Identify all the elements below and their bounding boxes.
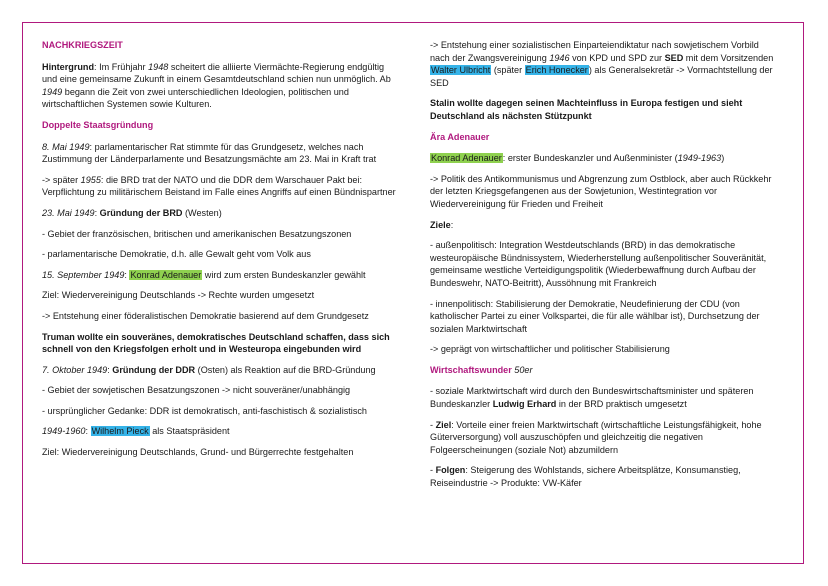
section-title-nachkriegszeit: NACHKRIEGSZEIT: [42, 40, 123, 50]
paragraph-wilhelm-pieck: [42, 425, 400, 438]
bullet-soziale-marktwirtschaft: [430, 385, 775, 410]
date: 15. September 1949: [42, 269, 125, 280]
paragraph-ziel-brd: Ziel: Wiedervereinigung Deutschlands -> Rechte wurden umgesetzt: [42, 290, 315, 301]
text: von KPD und SPD zur: [569, 52, 665, 63]
paragraph-truman: Truman wollte ein souveränes, demokratisches Deutschland schaffen, dass sich schnell von den Kriegsfolgen erholt und in Westeuropa eingebunden wird: [42, 331, 390, 355]
paragraph-adenauer-gewaehlt: [42, 269, 400, 282]
text: ): [721, 153, 725, 164]
bullet-ziel: [430, 419, 775, 457]
right-column: [430, 39, 775, 498]
text: : Steigerung des Wohlstands, sichere Arbeitsplätze, Konsumanstieg, Reiseindustrie -> Produkte: VW-Käfer: [430, 465, 741, 489]
paragraph-hintergrund: [42, 61, 400, 111]
bold-text: Gründung der DDR: [112, 364, 196, 375]
bullet-aussenpolitisch: - außenpolitisch: Integration Westdeutschlands (BRD) in das demokratische westeuropäische Bündnissystem, Wiederherstellung außenpolitischer Souveränität, gemeinsame westliche Verteidigungspolitik (Wiederbewaffnung durch Aufbau der Bundeswehr, NATO-Beitritt), Aussöhnung mit Frankreich: [430, 240, 767, 288]
bold-ludwig-erhard: Ludwig Erhard: [492, 399, 557, 410]
paragraph-adenauer-bundeskanzler: [430, 152, 775, 165]
years: 1949-1960: [42, 426, 86, 437]
text: : Im Frühjahr: [94, 61, 149, 72]
bold-text: Gründung der BRD: [99, 207, 183, 218]
separator: :: [124, 269, 130, 280]
bullet-innenpolitisch: - innenpolitisch: Stabilisierung der Demokratie, Neudefinierung der CDU (von katholischer Partei zu einer Volkspartei, die für alle wählbar ist), Durchsetzung der sozialen Marktwirtschaft: [430, 298, 760, 334]
dash: -: [430, 419, 436, 430]
section-title-doppelte-staatsgruendung: Doppelte Staatsgründung: [42, 119, 154, 130]
paragraph-sed: [430, 39, 775, 89]
year-1949: 1949: [42, 86, 63, 97]
separator: :: [107, 364, 113, 375]
text: mit dem Vorsitzenden: [683, 52, 774, 63]
highlight-walter-ulbricht: Walter Ulbricht: [431, 65, 491, 76]
separator: :: [85, 426, 91, 437]
text: (Westen): [182, 207, 222, 218]
heading-decade: 50er: [511, 364, 533, 375]
paragraph-foederalistische-demokratie: -> Entstehung einer föderalistischen Demokratie basierend auf dem Grundgesetz: [42, 310, 369, 321]
bullet-besatzungszonen-west: - Gebiet der französischen, britischen und amerikanischen Besatzungszonen: [42, 228, 352, 239]
bold-folgen: Folgen: [435, 465, 466, 476]
highlight-konrad-adenauer: Konrad Adenauer: [130, 269, 202, 280]
colon: :: [450, 219, 454, 230]
text: -> Entstehung einer sozialistischen Einparteiendiktatur nach sowjetischem Vorbild nach der Zwangsvereinigung: [430, 40, 759, 63]
years: 1949-1963: [677, 153, 722, 164]
paragraph-ziel-ddr: Ziel: Wiedervereinigung Deutschlands, Grund- und Bürgerrechte festgehalten: [42, 447, 354, 458]
paragraph-gruendung-brd: [42, 207, 400, 220]
text: ) als Generalsekretär -> Vormachtstellung der SED: [430, 65, 773, 88]
paragraph-antikommunismus: -> Politik des Antikommunismus und Abgrenzung zum Ostblock, aber auch Rückkehr der letzten Kriegsgefangenen aus der Sowjetunion, Westintegration vor Wiedervereinigung für Frieden und Freiheit: [430, 173, 772, 209]
text: in der BRD praktisch umgesetzt: [556, 399, 687, 410]
year-1946: 1946: [549, 52, 570, 63]
bold-ziele: Ziele: [430, 219, 451, 230]
text: scheitert die alliierte Viermächte-Regierung endgültig und eine gemeinsame Zukunft in einem Gesamtdeutschland schien nun unmöglich. Ab: [42, 61, 391, 85]
text: : Vorteile einer freien Marktwirtschaft (wirtschaftliche Leistungsfähigkeit, hohe Güterversorgung) voll auszuschöpfen und gleichzeitig die negativen Folgeerscheinungen (soziale Not) abzumildern: [430, 419, 762, 455]
left-column: [42, 39, 400, 467]
bullet-besatzungszonen-ost: - Gebiet der sowjetischen Besatzungszonen -> nicht souveräner/unabhängig: [42, 385, 351, 396]
text: - soziale Marktwirtschaft wird durch den Bundeswirtschaftsminister und späteren Bundeskanzler: [430, 386, 754, 410]
bold-sed: SED: [664, 52, 684, 63]
text: : parlamentarischer Rat stimmte für das Grundgesetz, welches nach Zustimmung der Länderparlamente und Besatzungsmächte am 23. Mai in Kraft trat: [42, 141, 377, 165]
section-title-aera-adenauer: Ära Adenauer: [430, 131, 490, 142]
bold-ziel: Ziel: [435, 419, 452, 430]
document-page: [22, 22, 804, 564]
paragraph-stabilisierung: -> geprägt von wirtschaftlicher und politischer Stabilisierung: [430, 344, 670, 355]
paragraph-gruendung-ddr: [42, 364, 400, 377]
text: (Osten) als Reaktion auf die BRD-Gründung: [195, 364, 376, 375]
label-ziele: [430, 219, 775, 232]
label-hintergrund: Hintergrund: [42, 61, 95, 72]
separator: :: [94, 207, 100, 218]
highlight-konrad-adenauer: Konrad Adenauer: [431, 153, 502, 164]
dash: -: [430, 465, 436, 476]
bullet-urspruenglicher-gedanke: - ursprünglicher Gedanke: DDR ist demokratisch, anti-faschistisch & sozialistisch: [42, 405, 367, 416]
date: 7. Oktober 1949: [42, 364, 108, 375]
paragraph-stalin: Stalin wollte dagegen seinen Machteinfluss in Europa festigen und sieht Deutschland als nächsten Stützpunkt: [430, 98, 743, 121]
date: 8. Mai 1949: [42, 141, 90, 152]
highlight-erich-honecker: Erich Honecker: [525, 65, 588, 76]
heading-text: Wirtschaftswunder: [430, 364, 512, 375]
text: : erster Bundeskanzler und Außenminister (: [502, 153, 678, 164]
year-1955: 1955: [80, 174, 101, 185]
text: (später: [491, 65, 525, 76]
text: begann die Zeit von zwei unterschiedlichen Ideologien, politischen und wirtschaftlichen Systemen sowie Kulturen.: [42, 86, 349, 110]
date: 23. Mai 1949: [42, 207, 95, 218]
text: als Staatspräsident: [149, 426, 230, 437]
bullet-folgen: [430, 464, 775, 489]
bullet-parlamentarische-demokratie: - parlamentarische Demokratie, d.h. alle Gewalt geht vom Volk aus: [42, 249, 311, 260]
paragraph-1955: [42, 174, 400, 199]
text: : die BRD trat der NATO und die DDR dem Warschauer Pakt bei: Verpflichtung zu militärischem Beistand im Falle eines Angriffs auf einen Bündnispartner: [42, 174, 396, 198]
year-1948: 1948: [148, 61, 169, 72]
section-title-wirtschaftswunder: [430, 364, 775, 377]
highlight-wilhelm-pieck: Wilhelm Pieck: [91, 426, 149, 437]
paragraph-8-mai-1949: [42, 141, 400, 166]
text: -> später: [42, 174, 81, 185]
text: wird zum ersten Bundeskanzler gewählt: [202, 269, 366, 280]
